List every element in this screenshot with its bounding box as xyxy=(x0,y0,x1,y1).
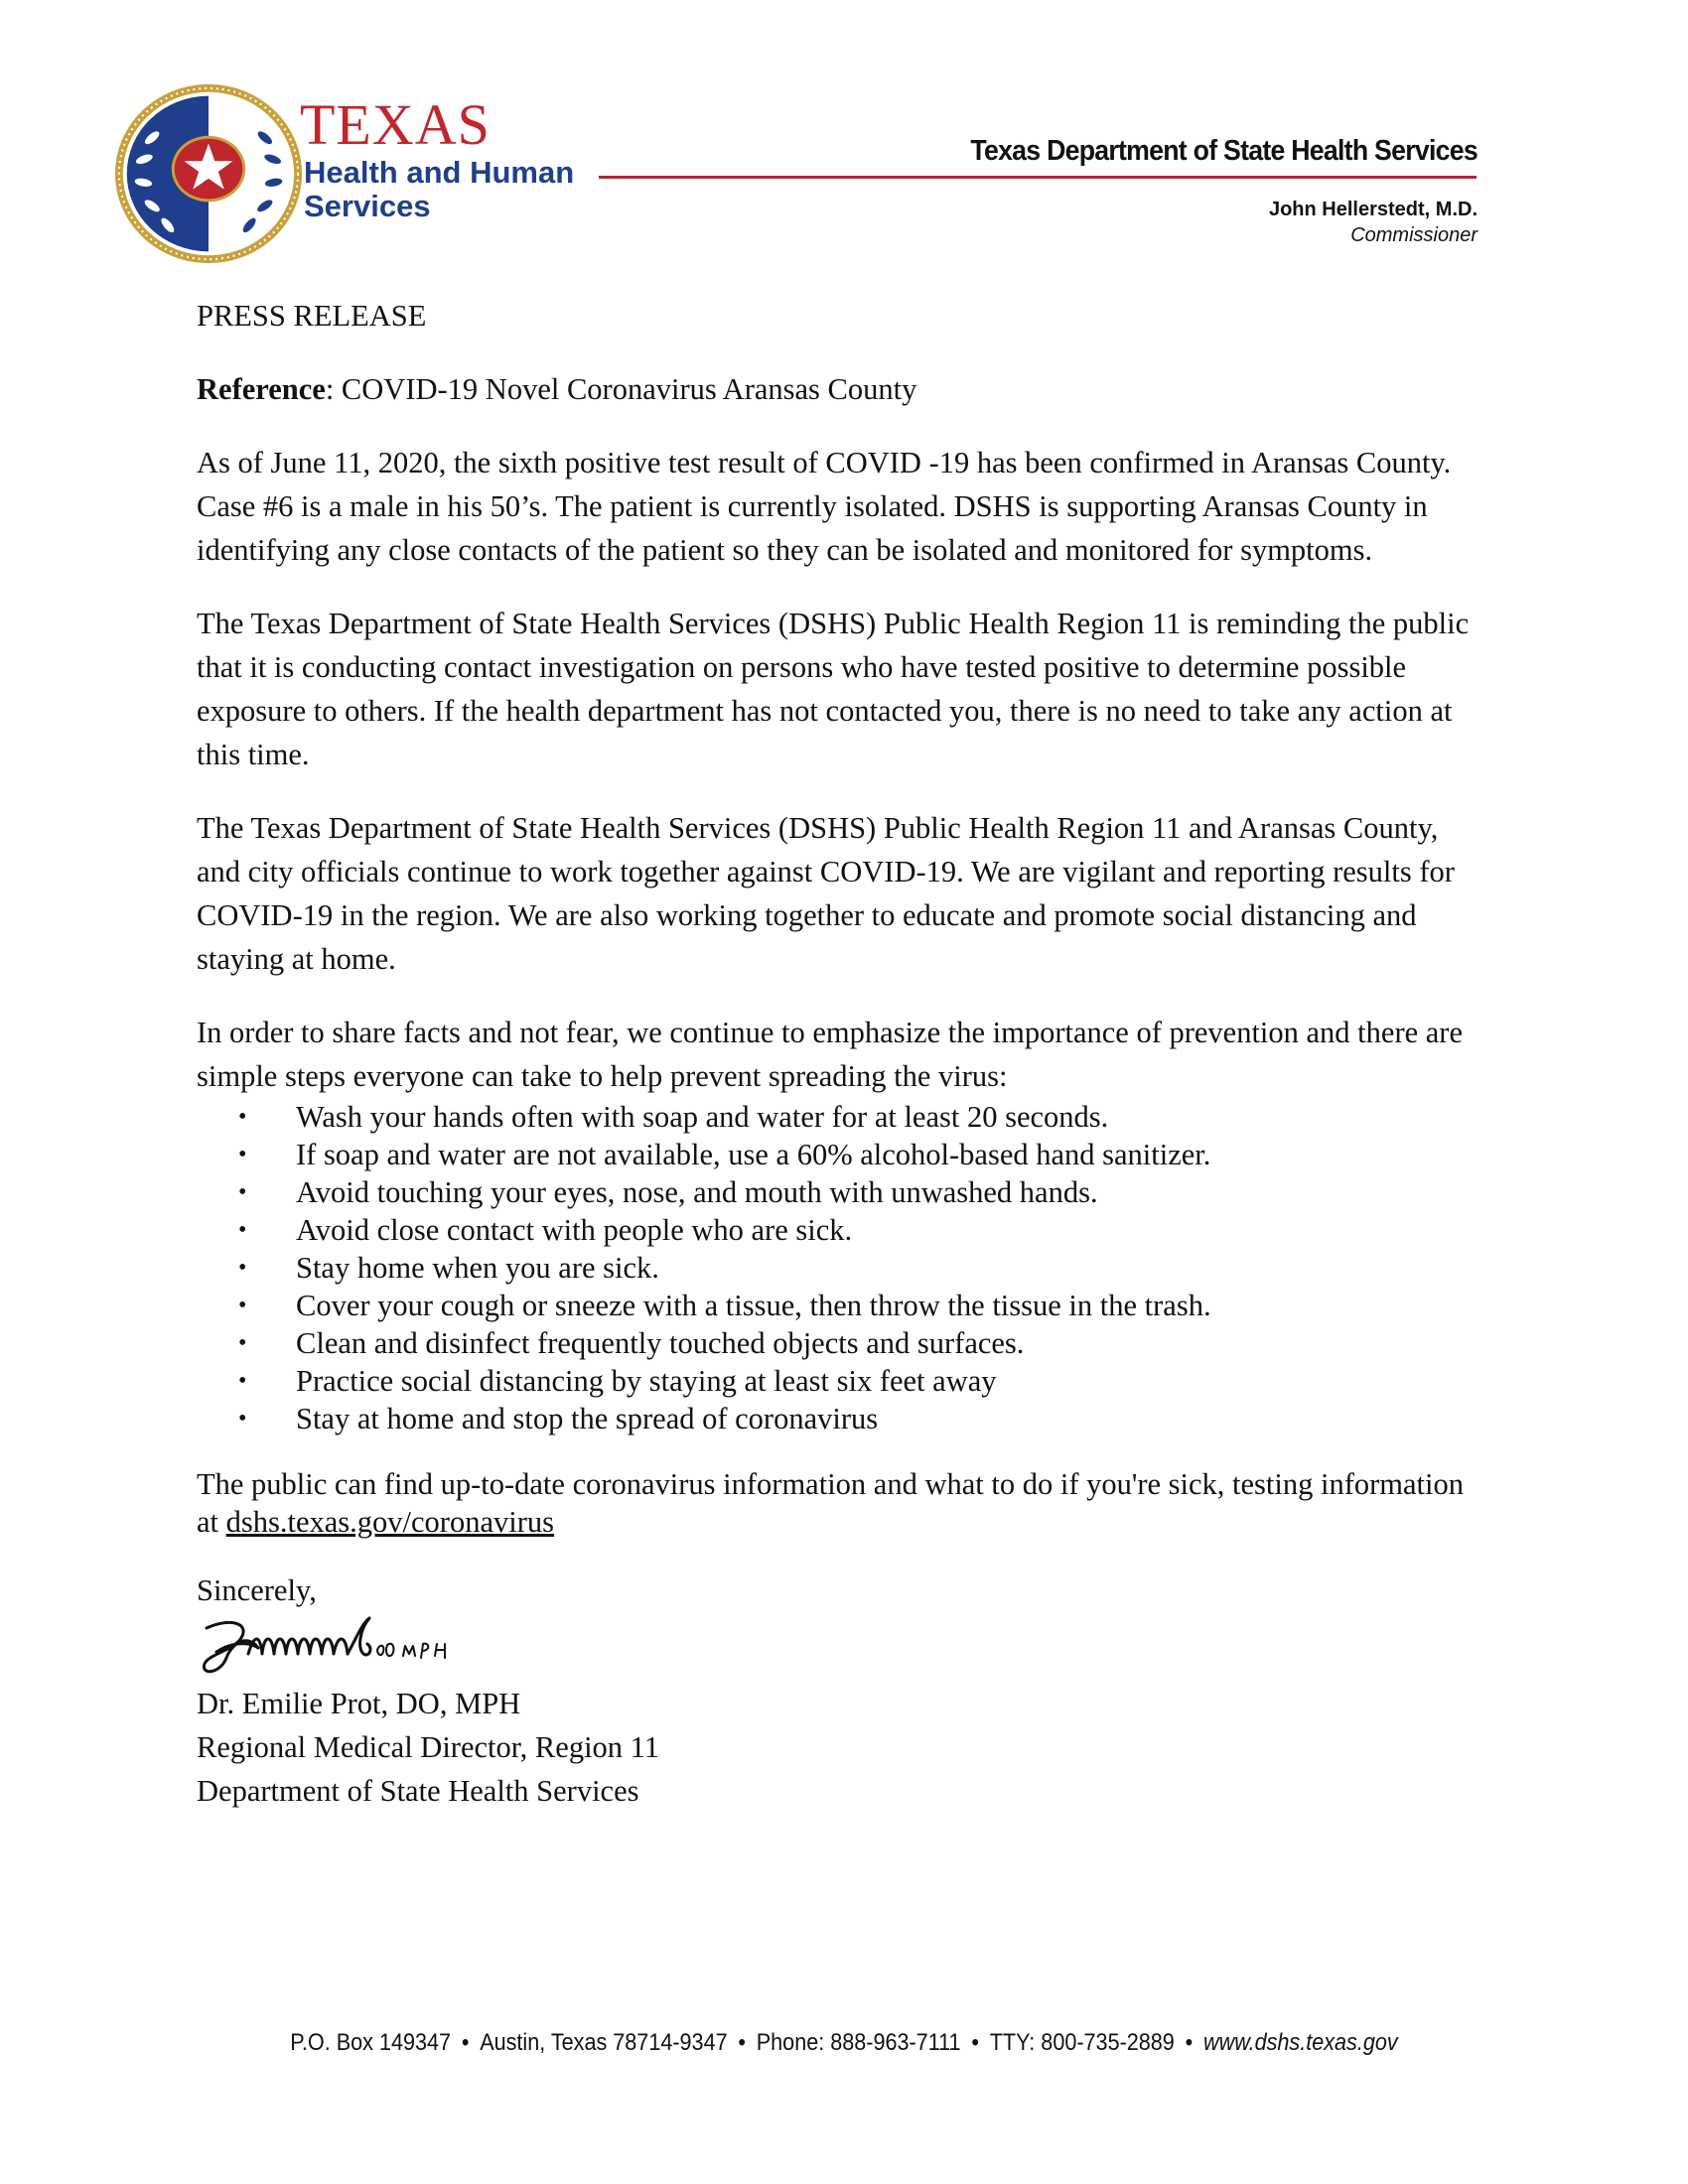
list-item xyxy=(197,1400,1487,1437)
coronavirus-info-link[interactable]: dshs.texas.gov/coronavirus xyxy=(225,1505,555,1539)
bullet-icon: • xyxy=(238,1255,247,1281)
list-item xyxy=(197,1249,1487,1287)
footer-separator: • xyxy=(1185,2029,1194,2056)
list-item-text: Avoid touching your eyes, nose, and mouth with unwashed hands. xyxy=(296,1175,1098,1209)
bullet-icon: • xyxy=(238,1406,247,1432)
list-item-text: Clean and disinfect frequently touched objects and surfaces. xyxy=(296,1326,1025,1360)
bullet-icon: • xyxy=(238,1330,247,1356)
reference-line xyxy=(197,367,1487,411)
page-footer xyxy=(84,2029,1604,2057)
department-name: Texas Department of State Health Services xyxy=(970,135,1477,167)
bullet-icon: • xyxy=(238,1104,247,1130)
paragraph-case-update: As of June 11, 2020, the sixth positive test result of COVID -19 has been confirmed in Aransas County. Case #6 is a male in his 50’s. The patient is currently isolated. DSHS is supporting Aransas County in identifying any close contacts of the patient so they can be isolated and monitored for symptoms. xyxy=(197,446,1452,567)
commissioner-name: John Hellerstedt, M.D. xyxy=(1268,199,1477,220)
list-item xyxy=(197,1098,1487,1136)
signature-area xyxy=(197,1612,1487,1682)
signer-organization: Department of State Health Services xyxy=(197,1774,639,1808)
list-item xyxy=(197,1324,1487,1362)
handwritten-signature-icon xyxy=(199,1614,496,1680)
list-item-text: Avoid close contact with people who are sick. xyxy=(296,1213,853,1247)
reference-label: Reference xyxy=(197,372,326,406)
paragraph-contact-investigation: The Texas Department of State Health Services (DSHS) Public Health Region 11 is reminding the public that it is conducting contact investigation on persons who have tested positive to determine possible exposure to others. If the health department has not contacted you, there is no need to take any action at this time. xyxy=(197,607,1470,771)
list-item xyxy=(197,1211,1487,1249)
prevention-list xyxy=(197,1098,1487,1437)
paragraph-prevention-intro: In order to share facts and not fear, we continue to emphasize the importance of prevention and there are simple steps everyone can take to help prevent spreading the virus: xyxy=(197,1016,1463,1093)
org-wordmark-texas: TEXAS xyxy=(300,92,491,157)
reference-text: : COVID-19 Novel Coronavirus Aransas County xyxy=(325,372,917,406)
footer-phone: Phone: 888-963-7111 xyxy=(756,2029,961,2056)
paragraph-collaboration: The Texas Department of State Health Services (DSHS) Public Health Region 11 and Aransas County, and city officials continue to work together against COVID-19. We are vigilant and reporting results for COVID-19 in the region. We are also working together to educate and promote social distancing and staying at home. xyxy=(197,811,1455,976)
footer-po-box: P.O. Box 149347 xyxy=(290,2029,452,2056)
bullet-icon: • xyxy=(238,1368,247,1394)
list-item-text: Cover your cough or sneeze with a tissue, then throw the tissue in the trash. xyxy=(296,1289,1211,1322)
footer-city: Austin, Texas 78714-9347 xyxy=(480,2029,728,2056)
footer-separator: • xyxy=(461,2029,470,2056)
bullet-icon: • xyxy=(238,1293,247,1318)
letter-body xyxy=(197,294,1487,1813)
org-wordmark-line2: Health and Human xyxy=(304,155,575,190)
list-item-text: Stay home when you are sick. xyxy=(296,1251,659,1285)
commissioner-title: Commissioner xyxy=(1350,224,1477,246)
footer-separator: • xyxy=(738,2029,746,2056)
footer-tty: TTY: 800-735-2889 xyxy=(989,2029,1175,2056)
list-item xyxy=(197,1362,1487,1400)
bullet-icon: • xyxy=(238,1142,247,1167)
list-item xyxy=(197,1173,1487,1211)
document-heading: PRESS RELEASE xyxy=(197,299,427,333)
list-item xyxy=(197,1136,1487,1173)
paragraph-info xyxy=(197,1465,1487,1541)
closing: Sincerely, xyxy=(197,1573,317,1607)
signer-name: Dr. Emilie Prot, DO, MPH xyxy=(197,1687,521,1720)
list-item-text: Practice social distancing by staying at least six feet away xyxy=(296,1364,997,1398)
info-text: The public can find up-to-date coronavirus information and what to do if you're sick, testing information at xyxy=(197,1467,1464,1539)
list-item-text: Stay at home and stop the spread of coronavirus xyxy=(296,1402,879,1435)
bullet-icon: • xyxy=(238,1179,247,1205)
bullet-icon: • xyxy=(238,1217,247,1243)
list-item-text: If soap and water are not available, use a 60% alcohol-based hand sanitizer. xyxy=(296,1138,1211,1171)
list-item-text: Wash your hands often with soap and water for at least 20 seconds. xyxy=(296,1100,1109,1134)
list-item xyxy=(197,1287,1487,1324)
footer-separator: • xyxy=(971,2029,979,2056)
letterhead-rule xyxy=(599,176,1477,179)
footer-website-link[interactable]: www.dshs.texas.gov xyxy=(1202,2029,1398,2056)
org-wordmark-line3: Services xyxy=(304,189,431,223)
texas-hhs-seal-icon xyxy=(111,79,306,268)
signer-title: Regional Medical Director, Region 11 xyxy=(197,1730,660,1764)
